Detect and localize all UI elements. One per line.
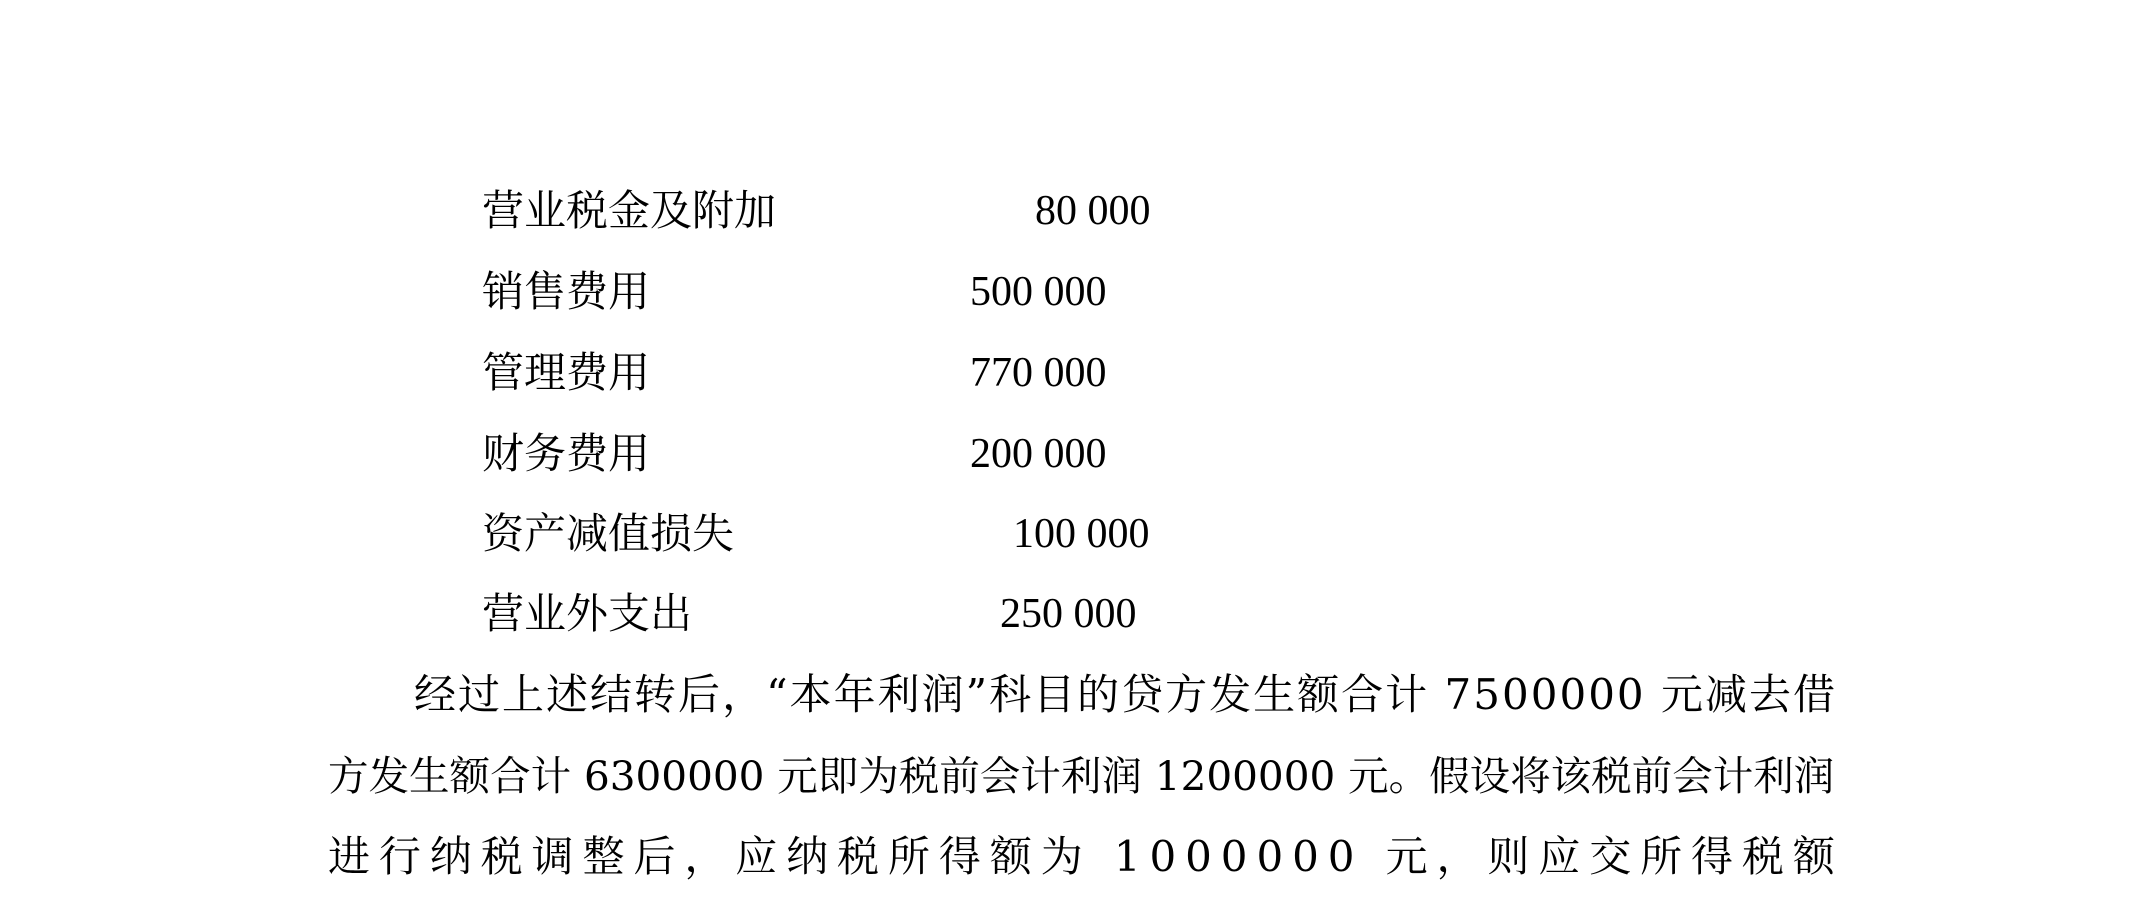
expense-label: 财务费用 [482, 429, 651, 478]
expense-row [0, 252, 2149, 332]
expense-label: 管理费用 [482, 348, 651, 397]
paragraph-line: 经过上述结转后，“本年利润”科目的贷方发生额合计 7500000 元减去借 [414, 670, 1838, 719]
expense-amount: 100 000 [1013, 511, 1150, 557]
expense-amount: 770 000 [970, 350, 1107, 396]
expense-amount: 80 000 [1035, 188, 1151, 234]
expense-row [0, 333, 2149, 413]
expense-row [0, 171, 2149, 251]
expense-row [0, 414, 2149, 494]
paragraph-line: 方发生额合计 6300000 元即为税前会计利润 1200000 元。假设将该税前会计利润 [328, 752, 1835, 800]
expense-label: 销售费用 [482, 267, 651, 316]
expense-label: 资产减值损失 [482, 509, 735, 558]
expense-amount: 250 000 [1000, 591, 1137, 637]
paragraph-line: 进行纳税调整后，应纳税所得额为 1000000 元，则应交所得税额 [328, 832, 1844, 881]
expense-row [0, 574, 2149, 654]
expense-amount: 500 000 [970, 269, 1107, 315]
expense-row [0, 494, 2149, 574]
expense-label: 营业外支出 [482, 589, 693, 638]
expense-label: 营业税金及附加 [482, 186, 777, 235]
expense-amount: 200 000 [970, 431, 1107, 477]
